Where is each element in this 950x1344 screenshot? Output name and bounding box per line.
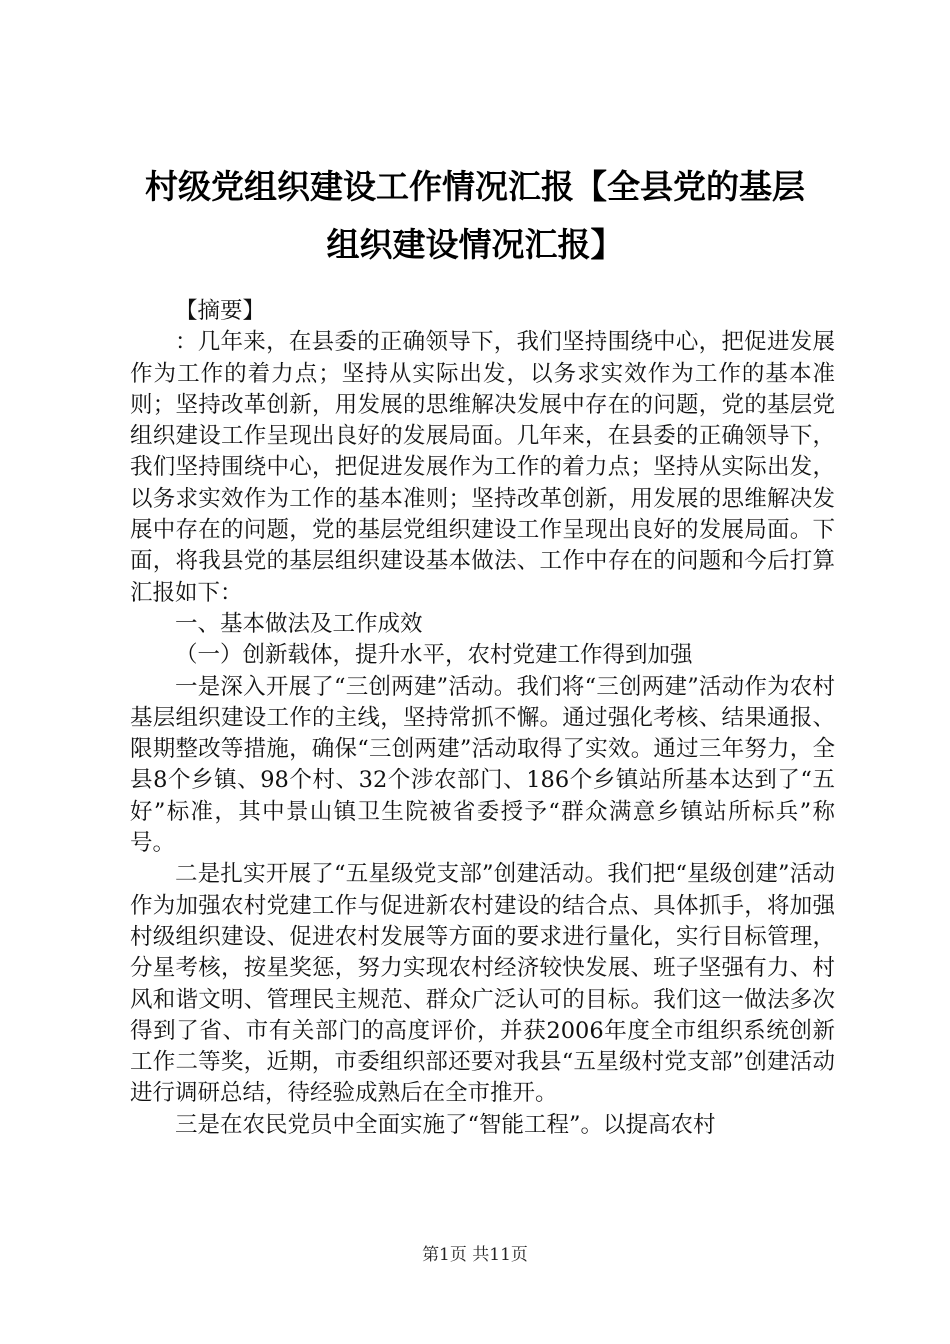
title-line-2: 组织建设情况汇报】 xyxy=(326,225,624,264)
document-body xyxy=(130,296,835,1141)
abstract-label: 【摘要】 xyxy=(175,298,266,324)
document-title xyxy=(110,158,840,274)
paragraph-item-1: 一是深入开展了“三创两建”活动。我们将“三创两建”活动作为农村基层组织建设工作的主线，坚持常抓不懈。通过强化考核、结果通报、限期整改等措施，确保“三创两建”活动取得了实效。通过三年努力，全县8个乡镇、98个村、32个涉农部门、186个乡镇站所基本达到了“五好”标准，其中景山镇卫生院被省委授予“群众满意乡镇站所标兵”称号。 xyxy=(130,673,835,857)
heading-subsection-1: （一）创新载体，提升水平，农村党建工作得到加强 xyxy=(175,642,693,669)
page-footer: 第1页 共11页 xyxy=(422,1245,528,1265)
title-line-1: 村级党组织建设工作情况汇报【全县党的基层 xyxy=(145,167,805,206)
heading-section-1: 一、基本做法及工作成效 xyxy=(175,610,423,637)
paragraph-item-3: 三是在农民党员中全面实施了“智能工程”。以提高农村 xyxy=(175,1111,716,1138)
paragraph-abstract: ：几年来，在县委的正确领导下，我们坚持围绕中心，把促进发展作为工作的着力点；坚持从实际出发，以务求实效作为工作的基本准则；坚持改革创新，用发展的思维解决发展中存在的问题，党的基层党组织建设工作呈现出良好的发展局面。几年来，在县委的正确领导下，我们坚持围绕中心，把促进发展作为工作的着力点；坚持从实际出发，以务求实效作为工作的基本准则；坚持改革创新，用发展的思维解决发展中存在的问题，党的基层党组织建设工作呈现出良好的发展局面。下面，将我县党的基层组织建设基本做法、工作中存在的问题和今后打算汇报如下： xyxy=(130,329,835,606)
paragraph-item-2: 二是扎实开展了“五星级党支部”创建活动。我们把“星级创建”活动作为加强农村党建工作与促进新农村建设的结合点、具体抓手，将加强村级组织建设、促进农村发展等方面的要求进行量化，实行目标管理，分星考核，按星奖惩，努力实现农村经济较快发展、班子坚强有力、村风和谐文明、管理民主规范、群众广泛认可的目标。我们这一做法多次得到了省、市有关部门的高度评价，并获2006年度全市组织系统创新工作二等奖，近期，市委组织部还要对我县“五星级村党支部”创建活动进行调研总结，待经验成熟后在全市推开。 xyxy=(130,861,835,1107)
